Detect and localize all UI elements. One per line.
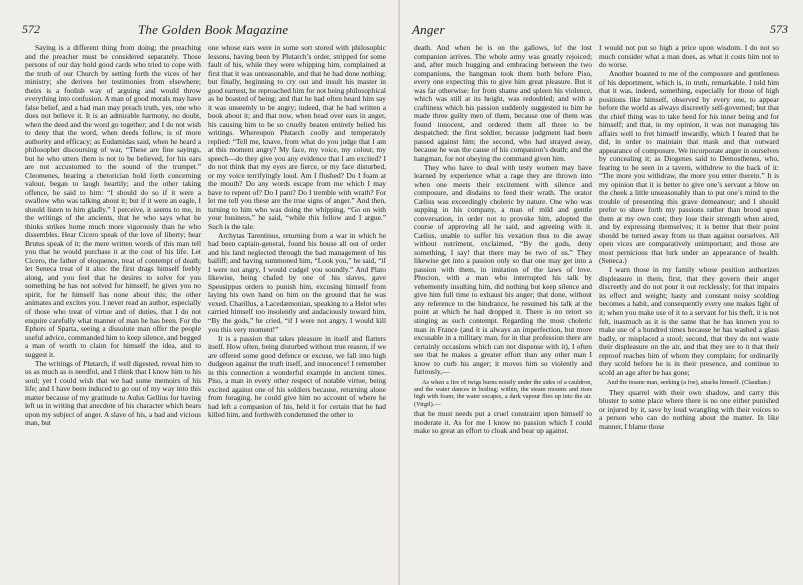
left-column-1 [25,44,201,584]
paragraph: Saying is a different thing from doing; the preaching and the preacher must be considered separately. Those persons of our day hold good cards who tried to cope with the truth of our Church by setting forth the vices of her ministry; she derives her testimonies from elsewhere; theirs is a foolish way of arguing and would throw everything into confusion. A man of good morals may have false belief, and a bad man may preach truth, yes, one who does not believe it. It is an admirable harmony, no doubt, when the deed and the word go together; and I do not wish to deny that the word, when deeds follow, is of more authority and efficacy; as Eudamidas said, when he heard a philosopher discoursing of war, “These are fine sayings, but he who utters them is not to be believed, for his ears are not accustomed to the sound of the trumpet.” Cleomenes, hearing a rhetorician hold forth concerning valour, began to laugh heartily; and the other taking offence, he said to him: “I should do so if it were a swallow who was talking about it; but if it were an eagle, I should listen to him gladly.” I perceive, it seems to me, in the writings of the ancients, that he who says what he thinks strikes home much more vigorously than he who dissembles. Hear Cicero speak of the love of liberty; hear Brutus speak of it; the mere written words of this man tell you that he would purchase it at the cost of his life. Let Cicero, the father of eloquence, treat of contempt of death; let Seneca treat of it also: the first drags himself feebly along, and you feel that he desires to solve for you something he has not solved for himself; he gives you no spirit, for he himself has none about this; the other animates and excites you. I never read an author, especially of those who treat of virtue and of duties, that I do not enquire carefully what manner of man he has been. For the Ephors of Sparta, seeing a dissolute man offer the people useful advice, commanded him to keep silence, and begged a man of worth to claim for himself the idea, and to suggest it. [25,44,201,359]
paragraph: one whose ears were in some sort stored with philosophic lessons, having been by Plutarch’s order, stripped for some fault of his, while they were whipping him, complained at first that it was unreasonable, and that he had done nothing; but finally, beginning to cry out and insult his master in good earnest, he reproached him for not being philosophical as he boasted of being; and that he had often heard him say it was unseemly to be angry; indeed, that he had written a book about it; and that now, when head over ears in anger, his causing him to be so cruelly beaten entirely belied his writings. Whereupon Plutarch coolly and temperately replied: “Tell me, knave, from what do you judge that I am at this moment angry? My face, my voice, my colour, my speech—do they give you any evidence that I am excited? I do not think that my eyes are fierce, or my face disturbed, or my voice terrifyingly loud. Am I flushed? Do I foam at the mouth? Do any words escape from me which I may have to repent of? Do I pant? Do I tremble with wrath? For let me tell you these are the true signs of anger.” And then, turning to him who was doing the whipping, “Go on with your business,” he said, “while this fellow and I argue.” Such is the tale. [208,44,386,231]
paragraph: that he must needs put a cruel constraint upon himself to moderate it. As for me I know no passion which I could make so great an effort to cloak and bear up against. [414,409,592,436]
page-number-right: 573 [770,22,788,36]
paragraph: They who have to deal with testy women may have learned by experience what a rage they are thrown into when one meets their excitement with silence and composure, and disdains to feed their wrath. The orator Cælius was exceedingly choleric by nature. One who was supping in his company, a man of mild and gentle conversation, in order not to provoke him, adopted the course of approving all he said, and agreeing with it. Cælius, unable to suffer his vexation thus to die away without nutriment, exclaimed, “By the gods, deny something, I say! that there may be two of us.” They likewise get into a passion only so that one may get into a passion with them, in imitation of the laws of love. Phocion, with a man who interrupted his talk by vehemently insulting him, did nothing but keep silence and give him full time to exhaust his anger; that done, without any reference to the hindrance, he resumed his talk at the point at which he had dropped it. There is no retort so stinging as such contempt. Regarding the most choleric man in France (and it is always an imperfection, but more excusable in a military man, for in that profession there are certainly occasions which can not dispense with it), I often see that he makes a greater effort than any other man I know to curb his anger; it moves him so violently and furiously,— [414,162,592,377]
paragraph: The writings of Plutarch, if well digested, reveal him to us as much as is needful, and I think that I know him to his soul; yet I could wish that we had some memoirs of his life; and I have been induced to go out of my way into this matter because of my gratitude to Aulus Gellius for having left us in writing that anecdote of his character which bears upon my subject of anger. A slave of his, a bad and vicious man, but [25,358,201,428]
right-column-2 [599,44,779,584]
paragraph: Another boasted to me of the composure and gentleness of his deportment, which is, in truth, remarkable. I told him that it was, indeed, something, especially for those of high positions like himself, observed by every one, to appear before the world as always discreetly self-governed; but that the chief thing was to take heed for his inner being and for himself; and that, in my opinion, it was not managing his affairs well to fret himself inwardly, which I feared that he did, in order to maintain that mask and that outward appearance of composure. We incorporate anger in ourselves by concealing it; as Diogenes said to Demosthenes, who, fearing to be seen in a tavern, withdrew to the back of it: “The more you withdraw, the more you enter therein.” It is my opinion that it is better to give one’s servant a blow on the cheek a little unseasonably than to put one’s mind to the trouble of presenting this grave demeanour; and I should prefer to show forth my passions rather than brood upon them at my own cost; they lose their strength when aired, and by expressing themselves; it is better that their point should be turned away from us than against ourselves. All open vices are comparatively unimportant; and those are most pernicious that lurk under an appearance of health. (Seneca.) [599,69,779,266]
paragraph: They quarrel with their own shadow, and carry this bluster to some place where there is no one either punished or injured by it, save by loud wrangling with their voices to a person who can do nothing about the matter. In like manner, I blame those [599,387,779,431]
running-head-magazine-title: The Golden Book Magazine [138,22,289,37]
verse-quotation: As when a fire of twigs burns noisily under the sides of a cauldron, and the water dances in boiling; within, the steam mounts and rises high with foam; the water escapes, a dark vapour flies up into the air. (Virgil).— [414,378,592,408]
paragraph: It is a passion that takes pleasure in itself and flatters itself. How often, being disturbed without true reason, if we are offered some good defence or excuse, we fall into high dudgeon against the truth itself, and innocence! I remember in this connection a wonderful example in ancient times. Piso, a man in every other respect of notable virtue, being excited against one of his soldiers because, returning alone from foraging, he could give him no account of where he had left a companion of his, held it for certain that he had killed him, and forthwith condemned the other to [208,333,386,420]
left-page [0,0,400,585]
right-page [400,0,803,585]
paragraph: death. And when he is on the gallows, lo! the lost companion arrives. The whole army was greatly rejoiced; and, after much hugging and embracing between the two companions, the hangman took them both before Piso, every one expecting this to give him great pleasure. But it was far otherwise: for from shame and spleen his violence, which was still at its height, was redoubled; and with a craftiness which his passion suddenly suggested to him he made three guilty men of them, because one of them was found innocent, and ordered them all three to be despatched: the first soldier, because judgment had been passed against him; the second, who had strayed away, because he was the cause of his companion’s death; and the hangman, for not obeying the command given him. [414,44,592,163]
left-column-2 [208,44,386,584]
right-column-1 [414,44,592,584]
paragraph: I warn those in my family whose position authorizes displeasure in them, first, that they govern their anger discreetly and do not pour it out recklessly; for that impairs its effect and weight; hasty and constant noisy scolding becomes a habit, and consequently every one makes light of it; when you make use of it to a servant for his theft, it is not felt, inasmuch as it is the same that he has known you to make use of a hundred times because he has washed a glass badly, or misplaced a stool; second, that they do not waste their displeasure on the air, and that they see to it that their reproof reaches him of whom they complain; for ordinarily they scold before he is in their presence, and continue to scold an age after he has gone; [599,265,779,377]
paragraph: Archytas Tarentinus, returning from a war in which he had been captain-general, found his house all out of order and his land neglected through the bad management of his bailiff; and having summoned him, “Look you,” he said, “if I were not angry, I would cudgel you soundly.” And Plato likewise, being chafed by one of his slaves, gave Speusippus orders to punish him, excusing himself from laying his own hand on him on the ground that he was vexed. Charillus, a Lacedæmonian, speaking to a Helot who carried himself too insolently and audaciously toward him, “By the gods,” he cried, “if I were not angry, I would kill you this very moment!” [208,230,386,334]
page-number-left: 572 [22,22,40,36]
running-head-chapter-title: Anger [412,22,445,37]
verse-quotation: And the insane man, seeking (a foe), attacks himself. (Claudian.) [607,379,771,387]
paragraph: I would not put so high a price upon wisdom. I do not so much consider what a man does, as what it costs him not to do worse. [599,44,779,70]
